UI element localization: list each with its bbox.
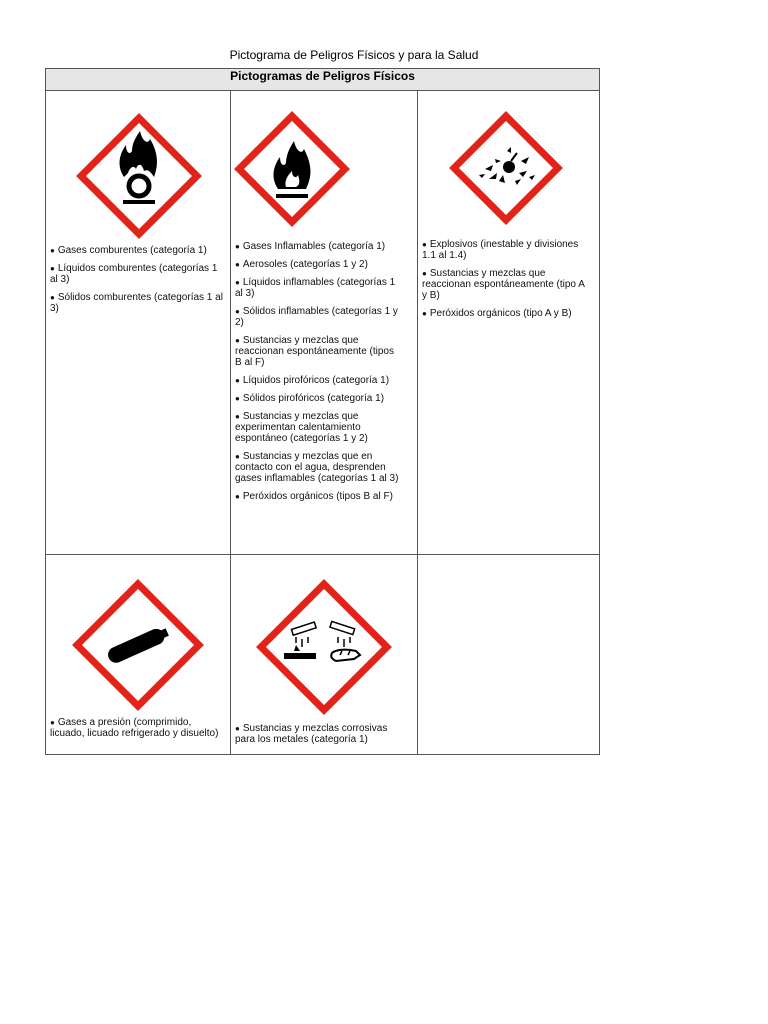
flame-over-circle-icon (76, 113, 202, 239)
list-item: ● Líquidos pirofóricos (categoría 1) (235, 375, 390, 386)
list-item: ● Sustancias y mezclas corrosivas para los metales (categoría 1) (235, 723, 388, 745)
document-title: Pictograma de Peligros Físicos y para la Salud (229, 48, 479, 62)
list-item: ● Líquidos inflamables (categorías 1 al 3) (235, 277, 396, 299)
hazard-cell-explosives (418, 91, 600, 555)
list-item: ● Sólidos comburentes (categorías 1 al 3) (50, 292, 223, 314)
item-list (235, 723, 405, 752)
list-item: ● Sustancias y mezclas que reaccionan espontáneamente (tipo A y B) (422, 268, 585, 301)
list-item: ● Sustancias y mezclas que reaccionan espontáneamente (tipos B al F) (235, 335, 394, 368)
list-item: ● Líquidos comburentes (categorías 1 al 3) (50, 263, 218, 285)
list-item: ● Gases comburentes (categoría 1) (50, 245, 207, 256)
exploding-bomb-icon (449, 111, 563, 225)
list-item: ● Gases a presión (comprimido, licuado, licuado refrigerado y disuelto) (50, 717, 219, 739)
list-item: ● Peróxidos orgánicos (tipos B al F) (235, 491, 393, 502)
list-item: ● Peróxidos orgánicos (tipo A y B) (422, 308, 572, 319)
corrosion-icon (256, 579, 392, 715)
section-header: Pictogramas de Peligros Físicos (46, 69, 600, 91)
list-item: ● Aerosoles (categorías 1 y 2) (235, 259, 368, 270)
hazard-cell-corrosives (231, 555, 418, 755)
list-item: ● Explosivos (inestable y divisiones 1.1 al 1.4) (422, 239, 579, 261)
flame-icon (234, 111, 350, 227)
hazard-cell-empty (418, 555, 600, 755)
list-item: ● Sustancias y mezclas que en contacto con el agua, desprenden gases inflamables (categorías 1 al 3) (235, 451, 399, 484)
hazard-cell-gases-under-pressure (46, 555, 231, 755)
list-item: ● Gases Inflamables (categoría 1) (235, 241, 386, 252)
list-item: ● Sólidos pirofóricos (categoría 1) (235, 393, 385, 404)
item-list (50, 717, 226, 746)
list-item: ● Sólidos inflamables (categorías 1 y 2) (235, 306, 398, 328)
item-list (235, 241, 400, 509)
item-list (422, 239, 592, 326)
gas-cylinder-icon (72, 579, 204, 711)
hazard-cell-oxidizers (46, 91, 231, 555)
list-item: ● Sustancias y mezclas que experimentan calentamiento espontáneo (categorías 1 y 2) (235, 411, 368, 444)
hazard-pictogram-table (45, 68, 600, 755)
hazard-cell-flammables (231, 91, 418, 555)
item-list (50, 245, 226, 321)
